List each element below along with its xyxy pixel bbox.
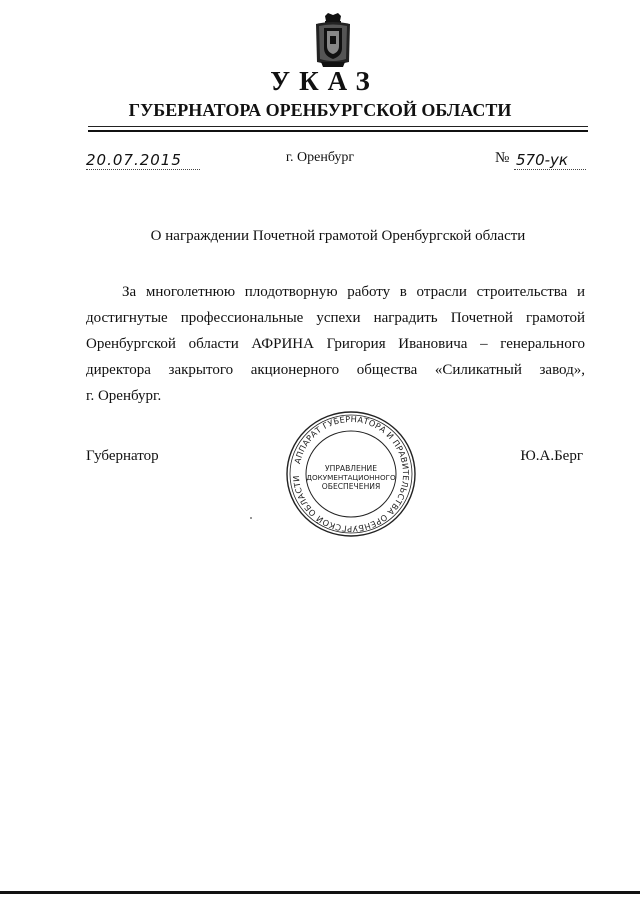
official-seal-stamp — [285, 409, 417, 539]
document-date: 20.07.2015 — [86, 151, 200, 170]
document-city: г. Оренбург — [285, 150, 355, 165]
seal-line: УПРАВЛЕНИЕ — [324, 464, 378, 473]
seal-ring-text: АППАРАТ ГУБЕРНАТОРА И ПРАВИТЕЛЬСТВА ОРЕНБУРГСКОЙ ОБЛАСТИ — [290, 413, 412, 535]
signatory-position: Губернатор — [86, 448, 159, 464]
seal-line: ДОКУМЕНТАЦИОННОГО — [306, 473, 396, 482]
document-type: УКАЗ — [270, 66, 379, 96]
body-line: Оренбургской области АФРИНА Григория Ивановича – генерального — [86, 336, 585, 352]
body-line: директора закрытого акционерного общества «Силикатный завод», — [86, 362, 585, 378]
seal-line: ОБЕСПЕЧЕНИЯ — [321, 482, 381, 491]
header-divider-thin — [88, 126, 588, 127]
coat-of-arms-emblem-icon — [313, 12, 353, 68]
body-line: г. Оренбург. — [86, 388, 162, 404]
document-number: 570-ук — [514, 151, 586, 170]
header-divider-thick — [88, 130, 588, 132]
page-bottom-edge — [0, 891, 640, 894]
signatory-name: Ю.А.Берг — [520, 448, 583, 464]
document-number-prefix: № — [495, 150, 510, 166]
body-line: достигнутые профессиональные успехи наградить Почетной грамотой — [86, 310, 585, 326]
document-body — [86, 279, 585, 409]
document-subject: О награждении Почетной грамотой Оренбургской области — [150, 228, 526, 244]
scan-speck — [250, 517, 252, 519]
body-line: За многолетнюю плодотворную работу в отрасли строительства и — [122, 284, 585, 300]
issuer-title: ГУБЕРНАТОРА ОРЕНБУРГСКОЙ ОБЛАСТИ — [128, 100, 512, 120]
